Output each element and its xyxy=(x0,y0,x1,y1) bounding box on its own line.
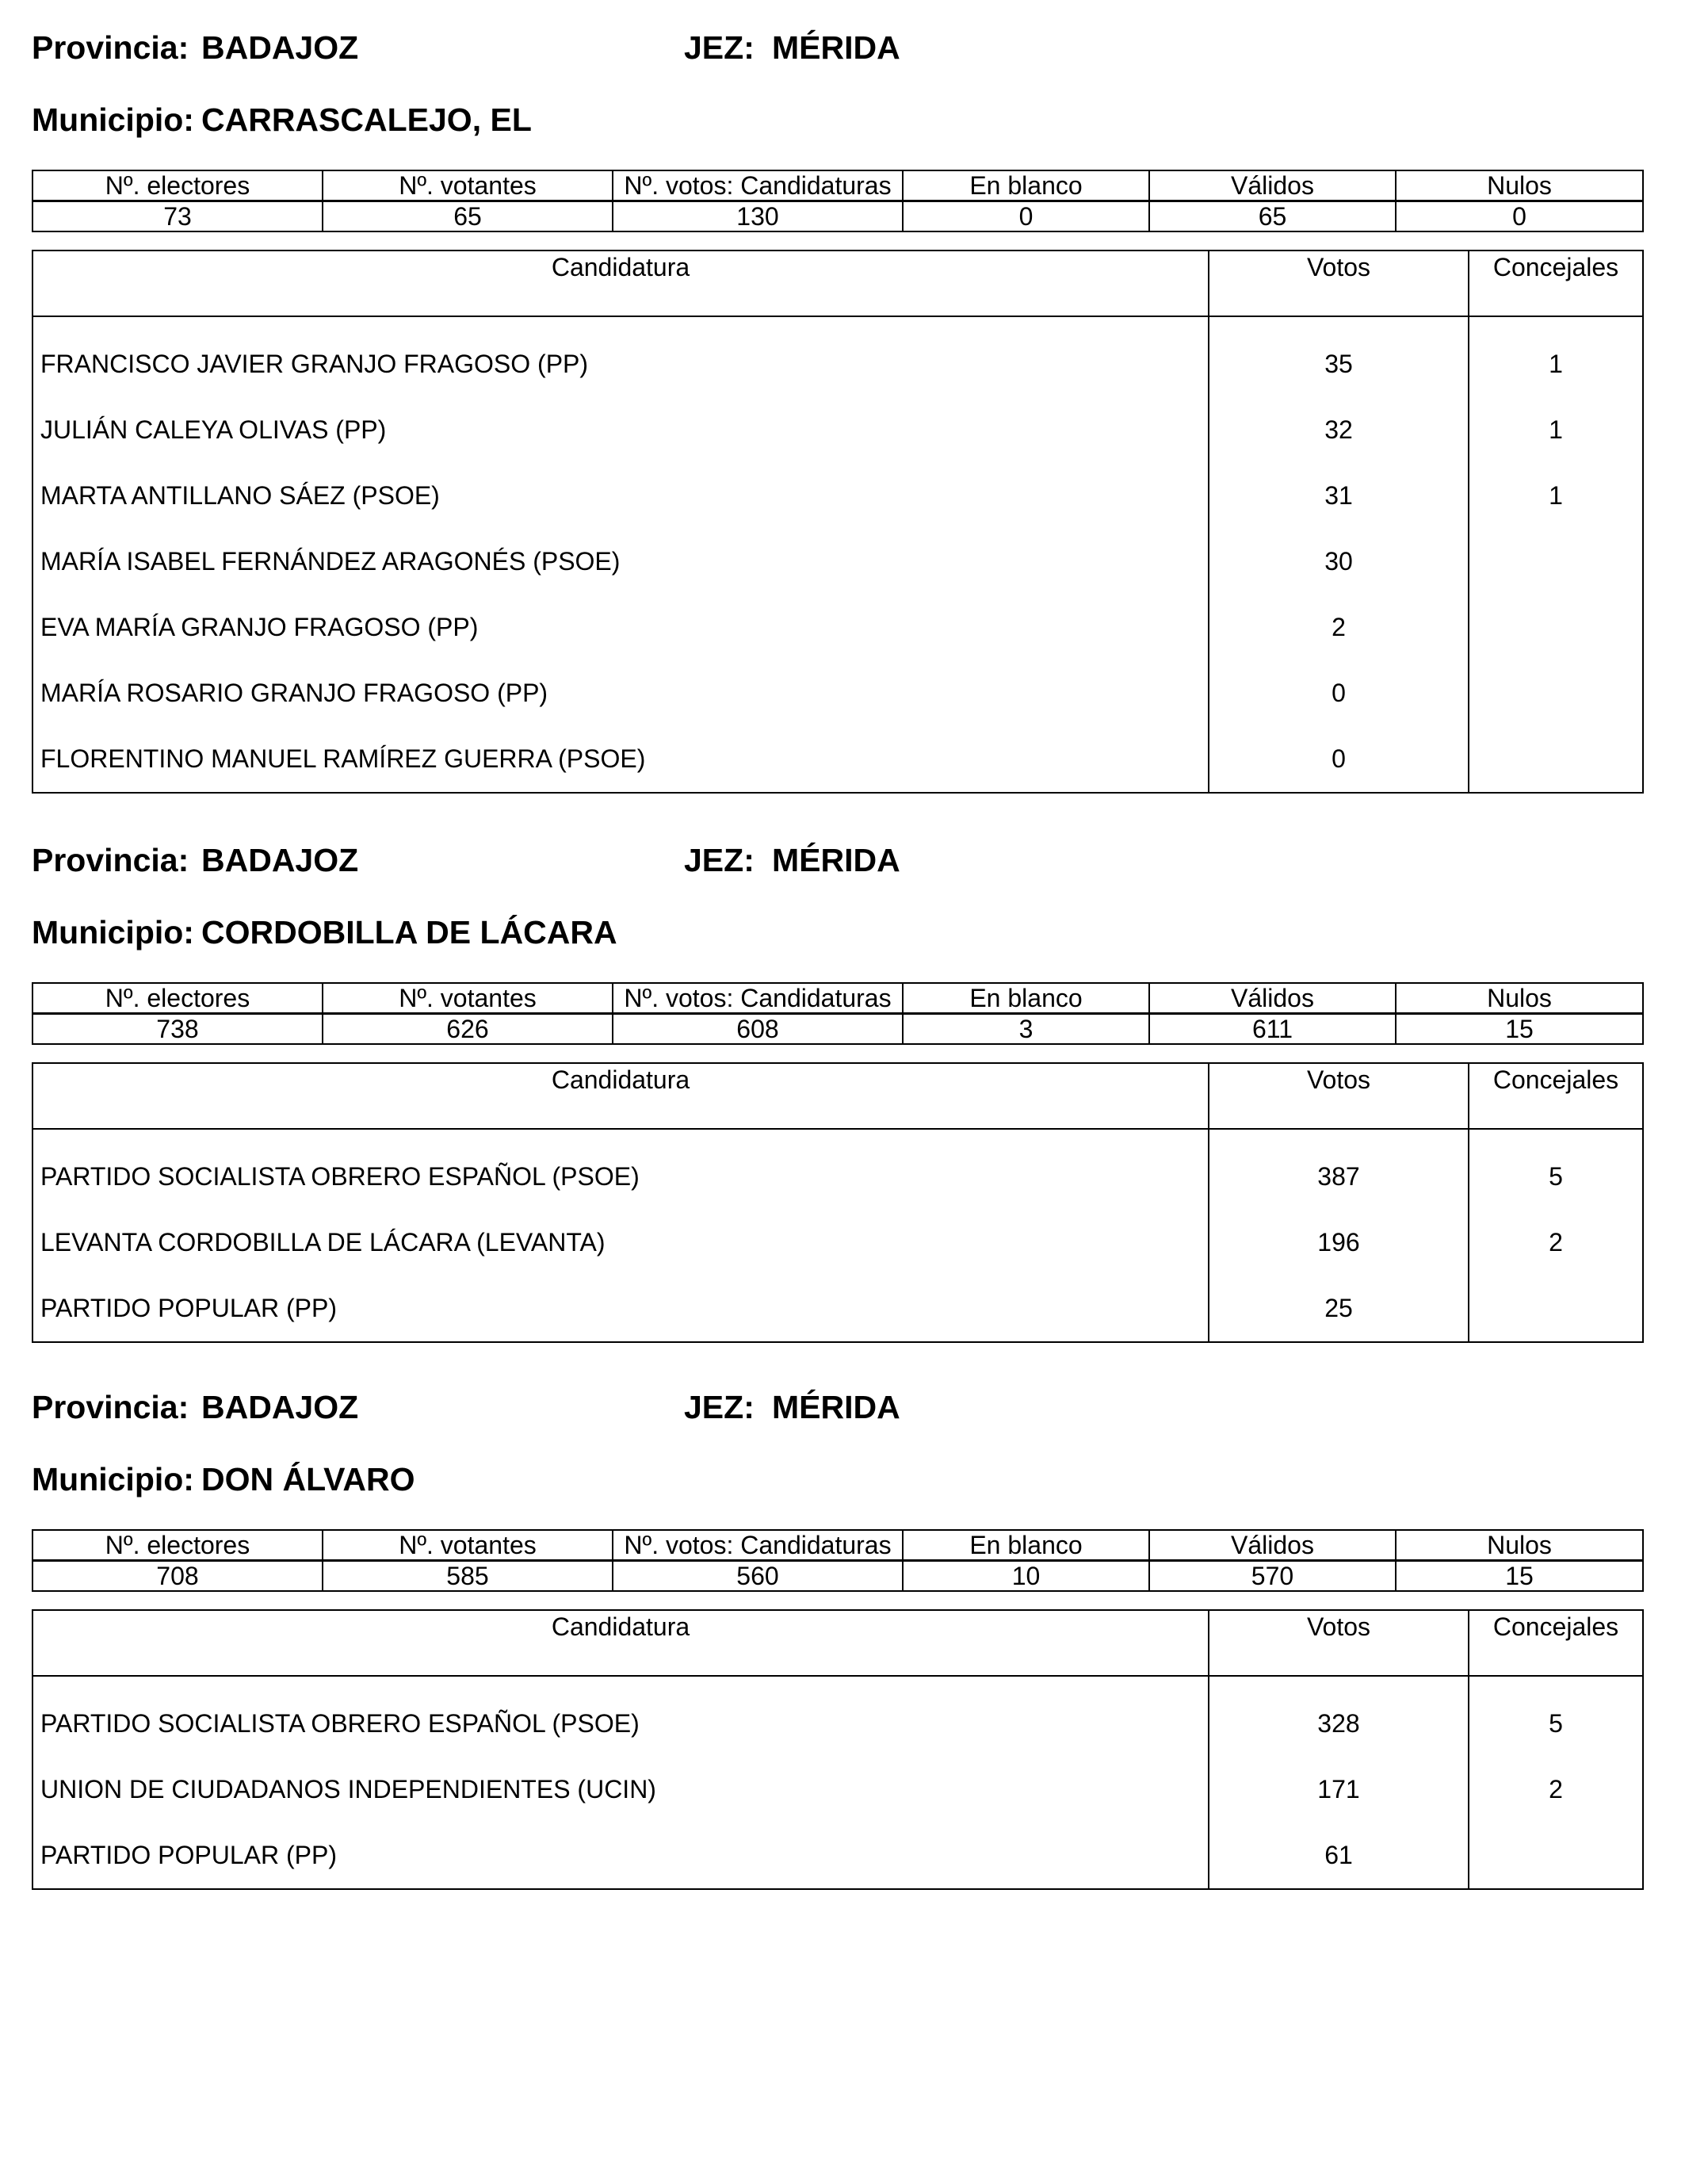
summary-value-cell: 15 xyxy=(1396,1014,1643,1045)
jez-label: JEZ: xyxy=(684,842,755,878)
summary-header-cell: Válidos xyxy=(1149,983,1396,1014)
candidate-row xyxy=(32,1210,1643,1276)
candidate-row xyxy=(32,660,1643,726)
candidate-name: PARTIDO SOCIALISTA OBRERO ESPAÑOL (PSOE) xyxy=(32,1676,1209,1757)
summary-value-cell: 0 xyxy=(1396,201,1643,232)
summary-header-cell: Nº. votos: Candidaturas xyxy=(613,983,903,1014)
provincia-label: Provincia: xyxy=(32,1389,189,1425)
candidate-votos: 31 xyxy=(1209,463,1469,529)
candidate-votos: 32 xyxy=(1209,397,1469,463)
summary-header-cell: En blanco xyxy=(903,170,1149,201)
candidate-name: FLORENTINO MANUEL RAMÍREZ GUERRA (PSOE) xyxy=(32,726,1209,793)
summary-header-row xyxy=(32,983,1643,1014)
candidate-concejales: 5 xyxy=(1549,1162,1563,1191)
candidate-name: LEVANTA CORDOBILLA DE LÁCARA (LEVANTA) xyxy=(32,1210,1209,1276)
candidate-votos: 30 xyxy=(1209,529,1469,595)
candidate-concejales: 2 xyxy=(1549,1228,1563,1256)
candidates-header-cell: Votos xyxy=(1209,251,1469,316)
candidate-name: JULIÁN CALEYA OLIVAS (PP) xyxy=(32,397,1209,463)
municipio-label: Municipio: xyxy=(32,914,194,950)
candidates-header-cell: Votos xyxy=(1209,1063,1469,1129)
summary-value-cell: 585 xyxy=(323,1561,613,1592)
summary-value-cell: 608 xyxy=(613,1014,903,1045)
candidate-concejales xyxy=(1469,1823,1643,1889)
provincia-value: BADAJOZ xyxy=(201,29,359,66)
summary-value-cell: 560 xyxy=(613,1561,903,1592)
summary-header-cell: Nº. votos: Candidaturas xyxy=(613,1530,903,1561)
summary-value-cell: 73 xyxy=(32,201,323,232)
summary-header-cell: En blanco xyxy=(903,983,1149,1014)
summary-value-cell: 738 xyxy=(32,1014,323,1045)
candidate-row xyxy=(32,529,1643,595)
summary-header-row xyxy=(32,1530,1643,1561)
summary-value-cell: 611 xyxy=(1149,1014,1396,1045)
summary-value-cell: 130 xyxy=(613,201,903,232)
candidates-header-cell: Candidatura xyxy=(32,1063,1209,1129)
summary-value-cell: 10 xyxy=(903,1561,1149,1592)
candidates-table xyxy=(32,250,1644,794)
summary-table xyxy=(32,982,1644,1045)
provincia-value: BADAJOZ xyxy=(201,842,359,878)
summary-value-row xyxy=(32,1014,1643,1045)
candidate-name: MARÍA ROSARIO GRANJO FRAGOSO (PP) xyxy=(32,660,1209,726)
candidate-concejales xyxy=(1469,660,1643,726)
candidate-votos: 171 xyxy=(1209,1757,1469,1823)
summary-value-cell: 626 xyxy=(323,1014,613,1045)
candidate-name: EVA MARÍA GRANJO FRAGOSO (PP) xyxy=(32,595,1209,660)
summary-header-cell: Nº. electores xyxy=(32,983,323,1014)
candidates-header-cell: Concejales xyxy=(1469,1610,1643,1676)
candidates-header-row xyxy=(32,1063,1643,1129)
jez-value: MÉRIDA xyxy=(772,29,900,66)
candidate-concejales: 2 xyxy=(1549,1775,1563,1803)
jez-label: JEZ: xyxy=(684,29,755,66)
candidates-header-cell: Candidatura xyxy=(32,251,1209,316)
municipio-label: Municipio: xyxy=(32,1461,194,1497)
candidate-votos: 61 xyxy=(1209,1823,1469,1889)
summary-value-row xyxy=(32,201,1643,232)
summary-header-cell: Nº. votantes xyxy=(323,983,613,1014)
jez-value: MÉRIDA xyxy=(772,842,900,878)
candidate-row xyxy=(32,726,1643,793)
candidate-name: PARTIDO POPULAR (PP) xyxy=(32,1276,1209,1342)
candidate-votos: 387 xyxy=(1209,1129,1469,1210)
municipality-section xyxy=(32,1391,1642,2184)
candidate-concejales: 5 xyxy=(1549,1709,1563,1738)
candidate-row xyxy=(32,1757,1643,1823)
summary-header-cell: Nulos xyxy=(1396,170,1643,201)
municipio-value: CARRASCALEJO, EL xyxy=(201,101,532,138)
candidate-row xyxy=(32,1823,1643,1889)
candidates-header-cell: Concejales xyxy=(1469,1063,1643,1129)
candidates-header-row xyxy=(32,251,1643,316)
summary-value-cell: 65 xyxy=(323,201,613,232)
candidate-votos: 196 xyxy=(1209,1210,1469,1276)
summary-value-cell: 0 xyxy=(903,201,1149,232)
candidates-header-cell: Votos xyxy=(1209,1610,1469,1676)
summary-table xyxy=(32,170,1644,232)
municipio-value: DON ÁLVARO xyxy=(201,1461,415,1497)
jez-label: JEZ: xyxy=(684,1389,755,1425)
candidates-table xyxy=(32,1062,1644,1343)
candidate-row xyxy=(32,595,1643,660)
provincia-value: BADAJOZ xyxy=(201,1389,359,1425)
summary-value-row xyxy=(32,1561,1643,1592)
municipality-section xyxy=(32,29,1642,824)
candidate-votos: 328 xyxy=(1209,1676,1469,1757)
candidate-row xyxy=(32,463,1643,529)
provincia-label: Provincia: xyxy=(32,842,189,878)
summary-header-cell: Nulos xyxy=(1396,1530,1643,1561)
summary-header-cell: Nulos xyxy=(1396,983,1643,1014)
candidate-concejales: 1 xyxy=(1549,481,1563,510)
candidate-row xyxy=(32,397,1643,463)
candidate-votos: 25 xyxy=(1209,1276,1469,1342)
summary-header-cell: Válidos xyxy=(1149,1530,1396,1561)
candidate-name: UNION DE CIUDADANOS INDEPENDIENTES (UCIN) xyxy=(32,1757,1209,1823)
candidate-concejales xyxy=(1469,726,1643,793)
candidate-name: PARTIDO SOCIALISTA OBRERO ESPAÑOL (PSOE) xyxy=(32,1129,1209,1210)
candidate-row xyxy=(32,316,1643,397)
candidate-concejales xyxy=(1469,1276,1643,1342)
provincia-label: Provincia: xyxy=(32,29,189,66)
candidates-header-row xyxy=(32,1610,1643,1676)
candidate-row xyxy=(32,1676,1643,1757)
candidate-name: PARTIDO POPULAR (PP) xyxy=(32,1823,1209,1889)
candidate-votos: 35 xyxy=(1209,316,1469,397)
candidate-name: MARÍA ISABEL FERNÁNDEZ ARAGONÉS (PSOE) xyxy=(32,529,1209,595)
candidate-row xyxy=(32,1276,1643,1342)
candidates-table xyxy=(32,1609,1644,1890)
candidate-concejales xyxy=(1469,529,1643,595)
candidate-name: MARTA ANTILLANO SÁEZ (PSOE) xyxy=(32,463,1209,529)
candidate-votos: 0 xyxy=(1209,660,1469,726)
municipio-label: Municipio: xyxy=(32,101,194,138)
summary-header-cell: Nº. votantes xyxy=(323,1530,613,1561)
candidate-votos: 2 xyxy=(1209,595,1469,660)
summary-header-cell: Nº. votos: Candidaturas xyxy=(613,170,903,201)
summary-header-cell: Nº. electores xyxy=(32,170,323,201)
candidate-concejales: 1 xyxy=(1549,415,1563,444)
summary-table xyxy=(32,1529,1644,1592)
summary-value-cell: 3 xyxy=(903,1014,1149,1045)
candidate-concejales xyxy=(1469,595,1643,660)
jez-value: MÉRIDA xyxy=(772,1389,900,1425)
summary-header-cell: Válidos xyxy=(1149,170,1396,201)
candidate-name: FRANCISCO JAVIER GRANJO FRAGOSO (PP) xyxy=(32,316,1209,397)
candidates-header-cell: Concejales xyxy=(1469,251,1643,316)
summary-header-row xyxy=(32,170,1643,201)
summary-value-cell: 570 xyxy=(1149,1561,1396,1592)
candidates-header-cell: Candidatura xyxy=(32,1610,1209,1676)
candidate-concejales: 1 xyxy=(1549,350,1563,378)
candidate-row xyxy=(32,1129,1643,1210)
summary-header-cell: Nº. electores xyxy=(32,1530,323,1561)
summary-header-cell: Nº. votantes xyxy=(323,170,613,201)
summary-value-cell: 708 xyxy=(32,1561,323,1592)
municipio-value: CORDOBILLA DE LÁCARA xyxy=(201,914,617,950)
summary-header-cell: En blanco xyxy=(903,1530,1149,1561)
candidate-votos: 0 xyxy=(1209,726,1469,793)
summary-value-cell: 65 xyxy=(1149,201,1396,232)
summary-value-cell: 15 xyxy=(1396,1561,1643,1592)
